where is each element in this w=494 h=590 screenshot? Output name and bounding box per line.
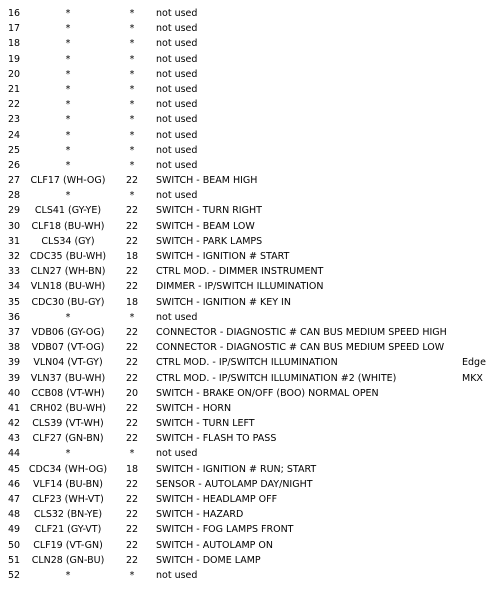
wire-gauge: * (129, 68, 135, 80)
circuit-code: CLF19 (VT-GN) (33, 539, 103, 551)
circuit-code: * (65, 38, 71, 50)
wire-gauge: * (129, 99, 135, 111)
circuit-code: * (65, 144, 71, 156)
circuit-code: CLN27 (WH-BN) (30, 266, 106, 278)
circuit-function: SWITCH - FLASH TO PASS (156, 433, 277, 445)
circuit-code: CRH02 (BU-WH) (30, 402, 106, 414)
pin-number: 44 (8, 448, 21, 460)
pin-number: 34 (8, 281, 21, 293)
table-row (0, 173, 494, 188)
table-row (0, 219, 494, 234)
circuit-function: not used (156, 569, 198, 581)
wire-gauge: 22 (125, 539, 139, 551)
table-row (0, 325, 494, 340)
pin-number: 21 (8, 83, 21, 95)
wire-gauge: * (129, 53, 135, 65)
circuit-function: not used (156, 53, 198, 65)
circuit-code: VLN18 (BU-WH) (30, 281, 106, 293)
pin-number: 33 (8, 266, 21, 278)
pin-number: 36 (8, 311, 21, 323)
pin-number: 35 (8, 296, 21, 308)
pin-table (0, 6, 494, 583)
pin-number: 37 (8, 326, 21, 338)
table-row (0, 52, 494, 67)
circuit-code: VLN04 (VT-GY) (33, 357, 103, 369)
wire-gauge: 22 (125, 494, 139, 505)
circuit-function: not used (156, 8, 198, 19)
circuit-function: SWITCH - AUTOLAMP ON (156, 539, 273, 551)
pin-number: 43 (8, 433, 21, 445)
wire-gauge: * (129, 311, 135, 323)
pin-number: 26 (8, 159, 21, 171)
pin-number: 41 (8, 402, 21, 414)
pin-number: 20 (8, 68, 21, 80)
circuit-code: CLF23 (WH-VT) (32, 494, 104, 505)
wire-gauge: 18 (125, 463, 139, 475)
circuit-function: DIMMER - IP/SWITCH ILLUMINATION (156, 281, 324, 293)
circuit-code: * (65, 159, 71, 171)
circuit-code: * (65, 569, 71, 581)
wire-gauge: 22 (125, 402, 139, 414)
wire-gauge: * (129, 83, 135, 95)
circuit-function: not used (156, 159, 198, 171)
circuit-function: CONNECTOR - DIAGNOSTIC # CAN BUS MEDIUM SPEED HIGH (156, 326, 447, 338)
wire-gauge: * (129, 159, 135, 171)
wire-gauge: 22 (125, 418, 139, 430)
table-row (0, 522, 494, 537)
table-row (0, 234, 494, 249)
pin-number: 29 (8, 205, 21, 217)
pin-number: 24 (8, 129, 21, 141)
pin-number: 45 (8, 463, 21, 475)
pin-number: 42 (8, 418, 21, 430)
circuit-code: CLN28 (GN-BU) (31, 554, 105, 566)
wire-gauge: * (129, 8, 135, 19)
circuit-code: CDC30 (BU-GY) (31, 296, 105, 308)
pin-number: 50 (8, 539, 21, 551)
wire-gauge: 20 (125, 387, 139, 399)
circuit-function: SWITCH - BEAM LOW (156, 220, 255, 232)
pin-number: 46 (8, 478, 21, 490)
wire-gauge: 18 (125, 296, 139, 308)
circuit-function: SWITCH - TURN RIGHT (156, 205, 262, 217)
wire-gauge: 22 (125, 372, 139, 384)
wire-gauge: 22 (125, 281, 139, 293)
circuit-function: CTRL MOD. - IP/SWITCH ILLUMINATION (156, 357, 338, 369)
circuit-function: CTRL MOD. - DIMMER INSTRUMENT (156, 266, 324, 278)
pin-number: 32 (8, 251, 21, 262)
table-row (0, 386, 494, 401)
circuit-code: CLF17 (WH-OG) (30, 175, 106, 187)
circuit-code: CLF27 (GN-BN) (32, 433, 104, 445)
circuit-code: VLF14 (BU-BN) (33, 478, 103, 490)
table-row (0, 158, 494, 173)
wire-gauge: 18 (125, 251, 139, 262)
circuit-code: CCB08 (VT-WH) (31, 387, 105, 399)
table-row (0, 431, 494, 446)
option-label: Edge (462, 357, 486, 369)
pin-number: 52 (8, 569, 21, 581)
circuit-code: * (65, 190, 71, 202)
pin-number: 47 (8, 494, 21, 505)
table-row (0, 21, 494, 36)
pin-number: 16 (8, 8, 21, 19)
wire-gauge: 22 (125, 326, 139, 338)
pin-number: 48 (8, 509, 21, 521)
circuit-function: SWITCH - HAZARD (156, 509, 244, 521)
circuit-function: SWITCH - IGNITION # RUN; START (156, 463, 317, 475)
circuit-function: not used (156, 68, 198, 80)
table-row (0, 295, 494, 310)
circuit-code: * (65, 83, 71, 95)
circuit-function: SWITCH - TURN LEFT (156, 418, 255, 430)
pin-number: 17 (8, 23, 21, 35)
wire-gauge: * (129, 23, 135, 35)
table-row (0, 568, 494, 583)
table-row (0, 264, 494, 279)
pin-number: 27 (8, 175, 21, 187)
circuit-code: CLF21 (GY-VT) (34, 524, 102, 536)
pin-number: 23 (8, 114, 21, 126)
table-row (0, 249, 494, 264)
pin-number: 39 (8, 372, 21, 384)
circuit-function: SWITCH - IGNITION # START (156, 251, 290, 262)
circuit-code: * (65, 8, 71, 19)
pin-number: 18 (8, 38, 21, 50)
table-row (0, 310, 494, 325)
table-row (0, 553, 494, 568)
wire-gauge: 22 (125, 175, 139, 187)
table-row (0, 416, 494, 431)
wire-gauge: 22 (125, 524, 139, 536)
circuit-function: SENSOR - AUTOLAMP DAY/NIGHT (156, 478, 313, 490)
pin-number: 39 (8, 357, 21, 369)
circuit-code: * (65, 129, 71, 141)
table-row (0, 97, 494, 112)
circuit-function: not used (156, 114, 198, 126)
circuit-code: CDC35 (BU-WH) (29, 251, 107, 262)
circuit-function: SWITCH - HORN (156, 402, 232, 414)
wire-gauge: * (129, 144, 135, 156)
wire-gauge: 22 (125, 220, 139, 232)
pin-number: 25 (8, 144, 21, 156)
pin-number: 28 (8, 190, 21, 202)
table-row (0, 188, 494, 203)
circuit-code: * (65, 23, 71, 35)
circuit-code: CLS32 (BN-YE) (33, 509, 103, 521)
wire-gauge: 22 (125, 205, 139, 217)
circuit-function: not used (156, 448, 198, 460)
circuit-code: VDB07 (VT-OG) (31, 342, 105, 354)
circuit-code: VLN37 (BU-WH) (30, 372, 106, 384)
circuit-function: not used (156, 38, 198, 50)
table-row (0, 492, 494, 507)
pin-number: 49 (8, 524, 21, 536)
table-row (0, 477, 494, 492)
table-row (0, 128, 494, 143)
pin-number: 22 (8, 99, 21, 111)
table-row (0, 112, 494, 127)
table-row (0, 67, 494, 82)
table-row (0, 203, 494, 218)
circuit-function: SWITCH - IGNITION # KEY IN (156, 296, 291, 308)
circuit-function: SWITCH - BEAM HIGH (156, 175, 258, 187)
circuit-function: not used (156, 190, 198, 202)
wire-gauge: 22 (125, 554, 139, 566)
circuit-code: CLS34 (GY) (41, 235, 95, 247)
table-row (0, 462, 494, 477)
circuit-function: SWITCH - DOME LAMP (156, 554, 261, 566)
wire-gauge: * (129, 569, 135, 581)
wire-gauge: 22 (125, 342, 139, 354)
circuit-function: CONNECTOR - DIAGNOSTIC # CAN BUS MEDIUM SPEED LOW (156, 342, 445, 354)
circuit-function: SWITCH - PARK LAMPS (156, 235, 263, 247)
table-row (0, 36, 494, 51)
pin-number: 30 (8, 220, 21, 232)
wire-gauge: 22 (125, 357, 139, 369)
wire-gauge: 22 (125, 509, 139, 521)
circuit-code: * (65, 448, 71, 460)
circuit-code: VDB06 (GY-OG) (31, 326, 105, 338)
pin-number: 19 (8, 53, 21, 65)
wire-gauge: 22 (125, 235, 139, 247)
table-row (0, 340, 494, 355)
table-row (0, 143, 494, 158)
circuit-function: not used (156, 144, 198, 156)
circuit-function: not used (156, 23, 198, 35)
wire-gauge: * (129, 114, 135, 126)
circuit-code: * (65, 114, 71, 126)
table-row (0, 371, 494, 386)
option-label: MKX (462, 372, 483, 384)
wire-gauge: * (129, 38, 135, 50)
wire-gauge: 22 (125, 478, 139, 490)
table-row (0, 6, 494, 21)
table-row (0, 82, 494, 97)
circuit-function: not used (156, 311, 198, 323)
table-row (0, 538, 494, 553)
wire-gauge: 22 (125, 266, 139, 278)
circuit-function: not used (156, 83, 198, 95)
wire-gauge: 22 (125, 433, 139, 445)
pin-number: 38 (8, 342, 21, 354)
wire-gauge: * (129, 448, 135, 460)
circuit-function: SWITCH - BRAKE ON/OFF (BOO) NORMAL OPEN (156, 387, 379, 399)
wire-gauge: * (129, 129, 135, 141)
pin-number: 40 (8, 387, 21, 399)
table-row (0, 355, 494, 370)
circuit-code: CLF18 (BU-WH) (31, 220, 105, 232)
circuit-function: CTRL MOD. - IP/SWITCH ILLUMINATION #2 (WHITE) (156, 372, 397, 384)
circuit-code: * (65, 311, 71, 323)
circuit-code: * (65, 53, 71, 65)
table-row (0, 279, 494, 294)
circuit-function: not used (156, 99, 198, 111)
circuit-code: CLS41 (GY-YE) (34, 205, 102, 217)
circuit-code: * (65, 99, 71, 111)
circuit-function: not used (156, 129, 198, 141)
circuit-function: SWITCH - HEADLAMP OFF (156, 494, 278, 505)
pin-number: 51 (8, 554, 21, 566)
table-row (0, 507, 494, 522)
circuit-code: CDC34 (WH-OG) (28, 463, 108, 475)
table-row (0, 446, 494, 461)
wire-gauge: * (129, 190, 135, 202)
circuit-code: * (65, 68, 71, 80)
pin-number: 31 (8, 235, 21, 247)
circuit-function: SWITCH - FOG LAMPS FRONT (156, 524, 294, 536)
table-row (0, 401, 494, 416)
circuit-code: CLS39 (VT-WH) (32, 418, 104, 430)
